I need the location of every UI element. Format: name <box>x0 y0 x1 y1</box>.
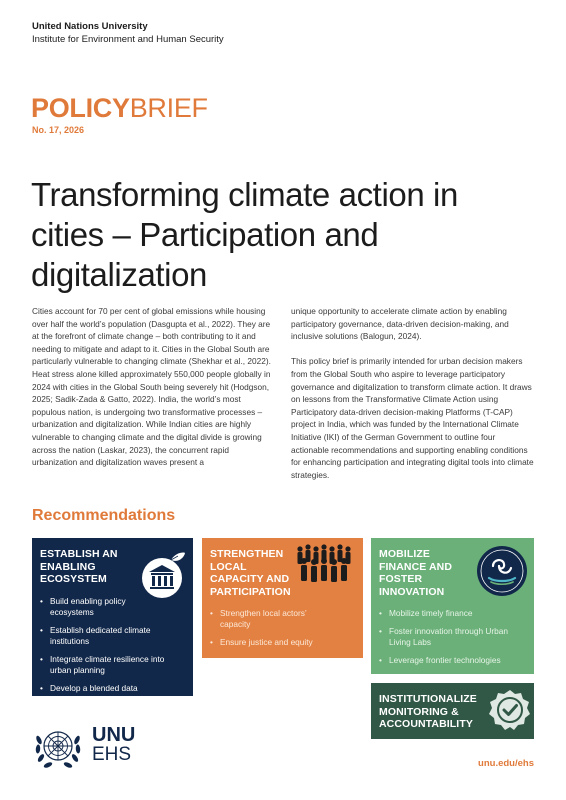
brief-number: No. 17, 2026 <box>32 125 85 135</box>
body-column-left <box>32 305 274 469</box>
recommendation-list <box>40 596 185 705</box>
recommendation-ecosystem-box <box>32 538 193 704</box>
verified-check-badge-icon <box>488 688 532 734</box>
recommendations-heading: Recommendations <box>32 507 176 524</box>
un-emblem-icon <box>32 722 84 774</box>
recommendation-title: MOBILIZE FINANCE AND FOSTER INNOVATION <box>379 548 453 598</box>
recommendation-title: ESTABLISH AN ENABLING ECOSYSTEM <box>40 548 118 586</box>
website-link[interactable]: unu.edu/ehs <box>478 758 534 769</box>
institute-name: Institute for Environment and Human Security <box>32 34 224 45</box>
list-item: • Mobilize timely finance <box>379 608 526 619</box>
audience-paragraph: This policy brief is primarily intended for urban decision makers from the Global South who aspire to leverage participatory governance and digitalization to transform climate action. It draws on lessons from the Transformative Climate Action using Participatory data-driven decision-making Platforms (T-CAP) project in India, which was funded by the International Climate Initiative (IKI) of the German Government to outline four actionable recommendations and supporting enabling conditions for enhancing participation and integrating digital tools into climate strategies. <box>291 356 534 480</box>
people-group-icon <box>294 541 358 585</box>
intro-paragraph-continued: unique opportunity to accelerate climate action by enabling participatory governance, data-driven decision-making, and inclusive solutions (Balogun, 2024). <box>291 306 509 342</box>
list-item: • Develop a blended data ecosystem <box>40 683 160 705</box>
intro-paragraph: Cities account for 70 per cent of global emissions while housing over half the world’s population (Dasgupta et al., 2022). They are at the forefront of climate change – both contributing to it and needing to mitigate and adapt to it. Cities in the Global South are particularly vulnerable to changing climate (Shekhar et al., 2022). Heat stress alone killed approximately 550,000 people globally in 2024 with cities in the Global South being severely hit (Hodgson, 2025; Sadik-Zada & Gatto, 2022). India, the world’s most populous nation, is undergoing two transformative processes – urbanization and digitalization. While Indian cities are highly vulnerable to changing climate and the digital divide is growing across the nation (Laskar, 2023), the concurrent rapid urbanization and digitalization waves present a <box>32 306 271 468</box>
recommendation-monitoring-box <box>371 683 534 739</box>
recommendation-capacity-box <box>202 538 363 658</box>
list-item: • Establish dedicated climate institutions <box>40 625 185 647</box>
org-name: United Nations University <box>32 21 148 32</box>
recommendation-list <box>210 608 355 648</box>
urban-living-lab-logo-icon <box>475 544 529 598</box>
publisher-header <box>32 20 224 46</box>
institution-building-icon <box>138 548 188 598</box>
recommendation-finance-box <box>371 538 534 674</box>
recommendation-title: INSTITUTIONALIZE MONITORING & ACCOUNTABILITY <box>379 693 477 731</box>
policy-word: POLICY <box>31 93 130 123</box>
list-item: • Leverage frontier technologies <box>379 655 526 666</box>
ehs-wordmark: EHS <box>92 744 132 765</box>
list-item: • Foster innovation through Urban Living Labs <box>379 626 509 648</box>
list-item: • Integrate climate resilience into urban planning <box>40 654 185 676</box>
brief-word: BRIEF <box>129 93 208 123</box>
list-item: • Ensure justice and equity <box>210 637 355 648</box>
policy-brief-label <box>31 93 208 123</box>
document-title: Transforming climate action in cities – Participation and digitalization <box>31 176 458 293</box>
unu-wordmark: UNU <box>92 724 136 746</box>
list-item: • Build enabling policy ecosystems <box>40 596 140 618</box>
list-item: • Strengthen local actors’ capacity <box>210 608 330 630</box>
recommendation-list <box>379 608 526 666</box>
recommendation-title: STRENGTHEN LOCAL CAPACITY AND PARTICIPATION <box>210 548 291 598</box>
body-column-right <box>291 305 535 481</box>
